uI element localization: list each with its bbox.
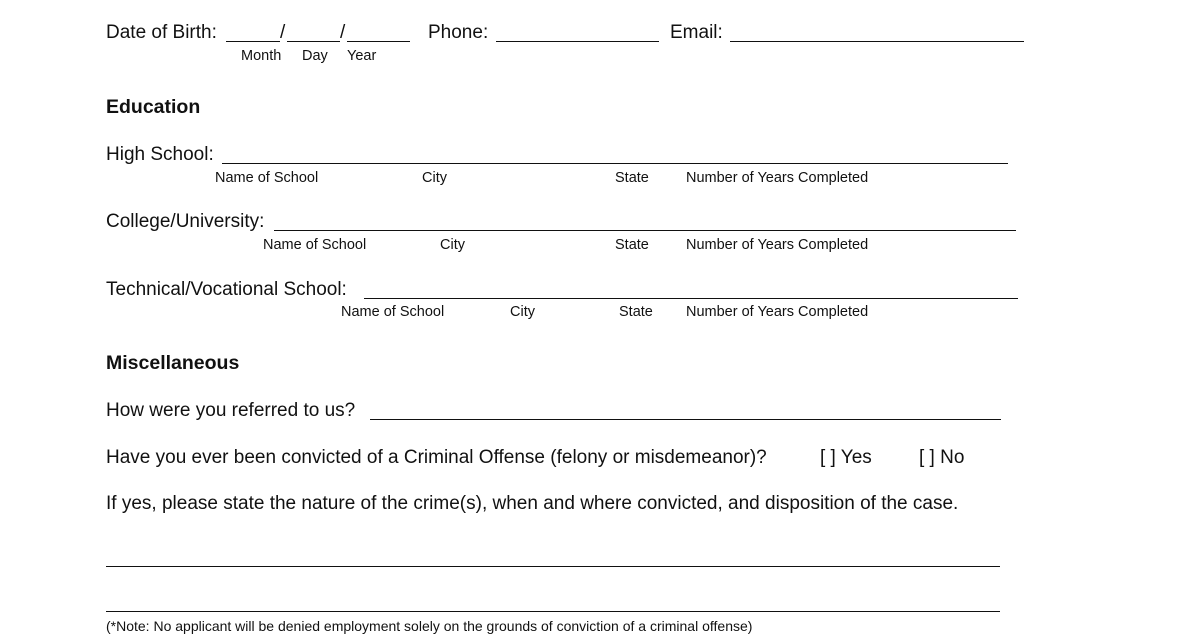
city-caption: City bbox=[510, 304, 535, 320]
years-completed-caption: Number of Years Completed bbox=[686, 237, 869, 253]
school-name-caption: Name of School bbox=[215, 170, 319, 186]
high-school-label: High School: bbox=[106, 144, 214, 165]
conviction-details-line-1[interactable] bbox=[106, 566, 1000, 567]
education-heading: Education bbox=[106, 96, 201, 118]
college-label: College/University: bbox=[106, 211, 265, 232]
city-caption: City bbox=[422, 170, 447, 186]
dob-day-caption: Day bbox=[302, 48, 328, 64]
conviction-note: (*Note: No applicant will be denied employment solely on the grounds of conviction of a criminal offense) bbox=[106, 618, 753, 634]
dob-label: Date of Birth: bbox=[106, 22, 217, 43]
conviction-question: Have you ever been convicted of a Criminal Offense (felony or misdemeanor)? bbox=[106, 447, 767, 468]
years-completed-caption: Number of Years Completed bbox=[686, 170, 869, 186]
dob-separator: / bbox=[340, 22, 346, 43]
phone-label: Phone: bbox=[428, 22, 489, 43]
phone-field[interactable] bbox=[496, 41, 659, 42]
referral-field[interactable] bbox=[370, 419, 1001, 420]
dob-month-field[interactable] bbox=[226, 41, 280, 42]
state-caption: State bbox=[615, 170, 649, 186]
conviction-details-line-2[interactable] bbox=[106, 611, 1000, 612]
vocational-school-field[interactable] bbox=[364, 298, 1018, 299]
high-school-field[interactable] bbox=[222, 163, 1008, 164]
city-caption: City bbox=[440, 237, 465, 253]
school-name-caption: Name of School bbox=[341, 304, 445, 320]
conviction-no-checkbox[interactable]: [ ] No bbox=[919, 447, 965, 468]
email-field[interactable] bbox=[730, 41, 1024, 42]
state-caption: State bbox=[615, 237, 649, 253]
school-name-caption: Name of School bbox=[263, 237, 367, 253]
dob-day-field[interactable] bbox=[287, 41, 340, 42]
dob-year-field[interactable] bbox=[347, 41, 410, 42]
dob-year-caption: Year bbox=[347, 48, 377, 64]
dob-month-caption: Month bbox=[241, 48, 282, 64]
years-completed-caption: Number of Years Completed bbox=[686, 304, 869, 320]
state-caption: State bbox=[619, 304, 653, 320]
dob-separator: / bbox=[280, 22, 286, 43]
email-label: Email: bbox=[670, 22, 723, 43]
miscellaneous-heading: Miscellaneous bbox=[106, 352, 240, 374]
vocational-school-label: Technical/Vocational School: bbox=[106, 279, 347, 300]
college-field[interactable] bbox=[274, 230, 1016, 231]
referral-label: How were you referred to us? bbox=[106, 400, 356, 421]
conviction-details-label: If yes, please state the nature of the crime(s), when and where convicted, and disposition of the case. bbox=[106, 493, 959, 514]
conviction-yes-checkbox[interactable]: [ ] Yes bbox=[820, 447, 872, 468]
